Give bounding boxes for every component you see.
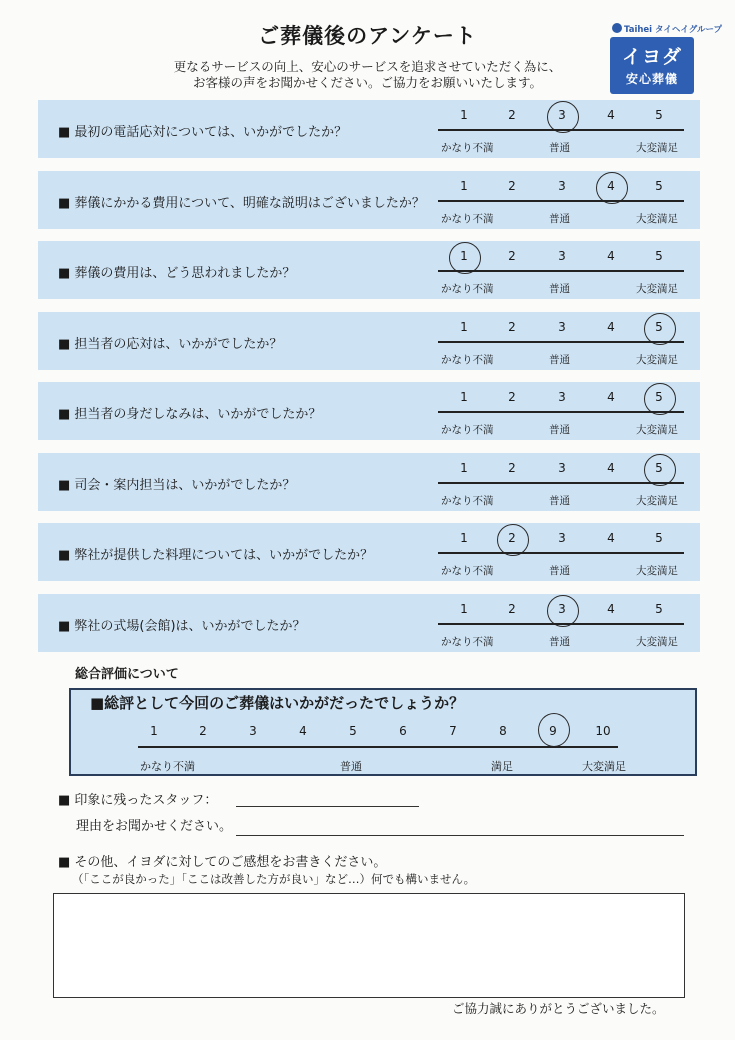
scale-option[interactable]: 4: [607, 602, 615, 616]
scale-option[interactable]: 2: [508, 531, 516, 545]
scale-option[interactable]: 4: [607, 320, 615, 334]
reason-label: 理由をお聞かせください。: [76, 819, 233, 834]
scale-label-low: かなり不満: [441, 142, 494, 154]
scale-option[interactable]: 1: [460, 320, 468, 334]
scale-option[interactable]: 3: [558, 249, 566, 263]
overall-scale-option[interactable]: 5: [349, 724, 357, 738]
intro-line-1: 更なるサービスの向上、安心のサービスを追求させていただく為に、: [173, 59, 562, 74]
scale-option[interactable]: 2: [508, 602, 516, 616]
question-text: ■ 葬儀にかかる費用について、明確な説明はございましたか？: [58, 196, 425, 211]
comments-label: ■ その他、イヨダに対してのご感想をお書きください。: [58, 855, 387, 870]
scale-line: [438, 411, 684, 413]
overall-label-high: 大変満足: [582, 760, 626, 773]
scale-option[interactable]: 1: [460, 461, 468, 475]
scale-label-mid: 普通: [549, 283, 570, 295]
scale-option[interactable]: 4: [607, 179, 615, 193]
question-text: ■ 弊社の式場(会館)は、いかがでしたか？: [58, 619, 306, 634]
scale-option[interactable]: 1: [460, 249, 468, 263]
scale-line: [438, 552, 684, 554]
brand-name: イヨダ: [621, 46, 682, 68]
scale-option[interactable]: 1: [460, 108, 468, 122]
overall-scale-option[interactable]: 1: [150, 724, 158, 738]
scale-option[interactable]: 3: [558, 602, 566, 616]
scale-label-low: かなり不満: [441, 565, 494, 577]
scale-option[interactable]: 5: [655, 249, 663, 263]
overall-label-satisfied: 満足: [491, 760, 513, 773]
overall-scale-option[interactable]: 4: [299, 724, 307, 738]
thanks-text: ご協力誠にありがとうございました。: [452, 1001, 665, 1016]
question-text: ■ 担当者の身だしなみは、いかがでしたか？: [58, 407, 322, 422]
taihei-logo-icon: [612, 23, 622, 33]
brand-group-label: [612, 23, 722, 35]
scale-option[interactable]: 5: [655, 108, 663, 122]
scale-option[interactable]: 1: [460, 602, 468, 616]
comments-box[interactable]: [53, 893, 685, 998]
page-title: ご葬儀後のアンケート: [258, 24, 477, 48]
scale-label-low: かなり不満: [441, 424, 494, 436]
overall-label-low: かなり不満: [140, 760, 195, 773]
overall-scale-option[interactable]: 3: [249, 724, 257, 738]
scale-label-low: かなり不満: [441, 636, 494, 648]
overall-scale-option[interactable]: 8: [499, 724, 507, 738]
question-text: ■ 司会・案内担当は、いかがでしたか？: [58, 478, 296, 493]
scale-option[interactable]: 1: [460, 531, 468, 545]
question-text: ■ 担当者の応対は、いかがでしたか？: [58, 337, 283, 352]
question-text: ■ 最初の電話応対については、いかがでしたか？: [58, 125, 348, 140]
scale-option[interactable]: 3: [558, 320, 566, 334]
scale-label-low: かなり不満: [441, 495, 494, 507]
comments-hint: （「ここが良かった」「ここは改善した方が良い」など…）何でも構いません。: [72, 872, 476, 886]
brand-sub: 安心葬儀: [625, 72, 678, 86]
overall-scale-option[interactable]: 7: [449, 724, 457, 738]
scale-line: [438, 623, 684, 625]
staff-label: ■ 印象に残ったスタッフ：: [58, 793, 218, 808]
scale-option[interactable]: 4: [607, 249, 615, 263]
scale-option[interactable]: 3: [558, 390, 566, 404]
overall-question: ■総評として今回のご葬儀はいかがだったでしょうか？: [90, 694, 465, 712]
scale-option[interactable]: 2: [508, 108, 516, 122]
brand-group-text: Taihei タイヘイグループ: [624, 25, 723, 35]
scale-label-high: 大変満足: [636, 213, 678, 225]
scale-label-mid: 普通: [549, 354, 570, 366]
scale-option[interactable]: 5: [655, 602, 663, 616]
overall-scale-option[interactable]: 10: [595, 724, 611, 738]
scale-option[interactable]: 1: [460, 179, 468, 193]
scale-line: [438, 129, 684, 131]
scale-label-mid: 普通: [549, 565, 570, 577]
overall-scale-option[interactable]: 9: [549, 724, 557, 738]
scale-label-mid: 普通: [549, 213, 570, 225]
scale-label-low: かなり不満: [441, 283, 494, 295]
scale-option[interactable]: 2: [508, 249, 516, 263]
scale-label-high: 大変満足: [636, 283, 678, 295]
scale-label-high: 大変満足: [636, 424, 678, 436]
scale-option[interactable]: 4: [607, 461, 615, 475]
scale-option[interactable]: 2: [508, 320, 516, 334]
reason-write-line[interactable]: [236, 835, 684, 836]
scale-label-mid: 普通: [549, 424, 570, 436]
overall-section-title: 総合評価について: [75, 667, 179, 682]
scale-label-high: 大変満足: [636, 354, 678, 366]
scale-label-high: 大変満足: [636, 636, 678, 648]
scale-label-mid: 普通: [549, 142, 570, 154]
scale-option[interactable]: 5: [655, 390, 663, 404]
overall-scale-option[interactable]: 2: [199, 724, 207, 738]
scale-label-high: 大変満足: [636, 495, 678, 507]
scale-option[interactable]: 2: [508, 390, 516, 404]
overall-scale-line: [138, 746, 618, 748]
scale-option[interactable]: 4: [607, 531, 615, 545]
scale-option[interactable]: 5: [655, 320, 663, 334]
brand-logo: [610, 37, 694, 94]
scale-option[interactable]: 3: [558, 531, 566, 545]
question-text: ■ 葬儀の費用は、どう思われましたか？: [58, 266, 296, 281]
scale-label-high: 大変満足: [636, 142, 678, 154]
scale-option[interactable]: 3: [558, 461, 566, 475]
scale-line: [438, 270, 684, 272]
scale-option[interactable]: 5: [655, 179, 663, 193]
scale-label-low: かなり不満: [441, 354, 494, 366]
scale-line: [438, 200, 684, 202]
scale-option[interactable]: 4: [607, 390, 615, 404]
question-text: ■ 弊社が提供した料理については、いかがでしたか？: [58, 548, 374, 563]
overall-label-mid: 普通: [340, 760, 362, 773]
overall-scale-option[interactable]: 6: [399, 724, 407, 738]
overall-selected-circle-mark: [538, 713, 570, 747]
scale-option[interactable]: 3: [558, 108, 566, 122]
scale-option[interactable]: 2: [508, 179, 516, 193]
scale-label-mid: 普通: [549, 495, 570, 507]
scale-line: [438, 341, 684, 343]
scale-option[interactable]: 1: [460, 390, 468, 404]
staff-write-line[interactable]: [236, 806, 419, 807]
intro-line-2: お客様の声をお聞かせください。ご協力をお願いいたします。: [192, 75, 542, 90]
scale-line: [438, 482, 684, 484]
scale-label-high: 大変満足: [636, 565, 678, 577]
scale-option[interactable]: 5: [655, 531, 663, 545]
scale-label-mid: 普通: [549, 636, 570, 648]
scale-option[interactable]: 3: [558, 179, 566, 193]
scale-option[interactable]: 2: [508, 461, 516, 475]
scale-option[interactable]: 5: [655, 461, 663, 475]
scale-label-low: かなり不満: [441, 213, 494, 225]
scale-option[interactable]: 4: [607, 108, 615, 122]
